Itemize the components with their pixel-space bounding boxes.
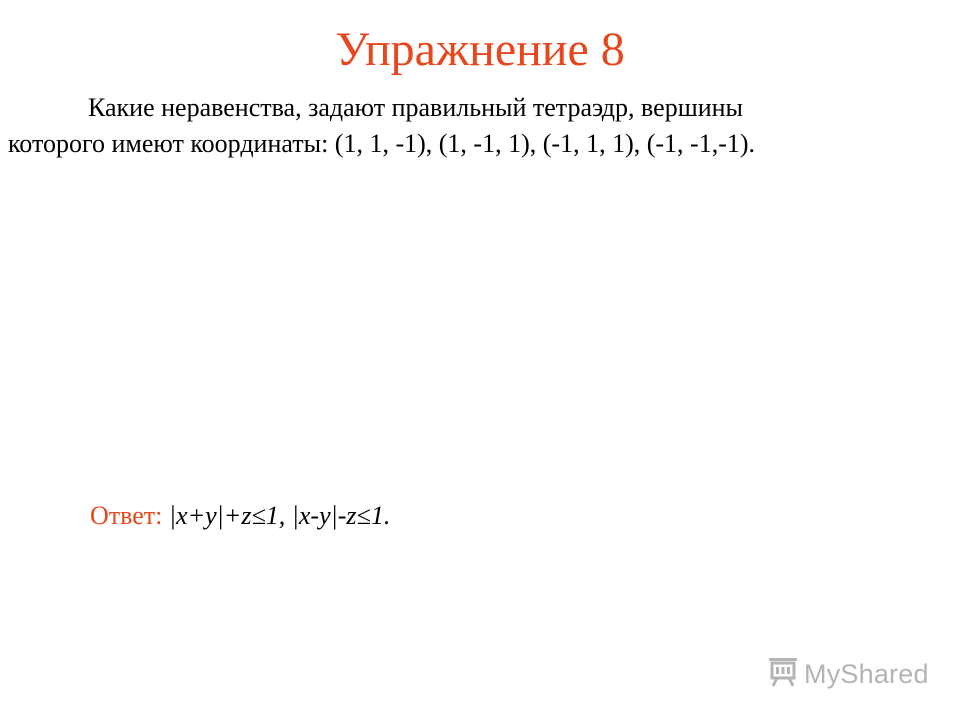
problem-statement (0, 90, 960, 162)
answer (90, 498, 390, 534)
answer-label: Ответ: (90, 501, 163, 530)
problem-line-1: Какие неравенства, задают правильный тетраэдр, вершины (88, 93, 744, 122)
projector-screen-icon (766, 656, 800, 693)
watermark-text: MyShared (804, 658, 929, 689)
watermark (766, 654, 929, 694)
answer-expression: |x+y|+z≤1, |x-y|-z≤1. (168, 501, 391, 530)
slide-title: Упражнение 8 (335, 23, 625, 76)
problem-line-2: которого имеют координаты: (1, 1, -1), (1, -1, 1), (-1, 1, 1), (-1, -1,-1). (8, 129, 756, 158)
